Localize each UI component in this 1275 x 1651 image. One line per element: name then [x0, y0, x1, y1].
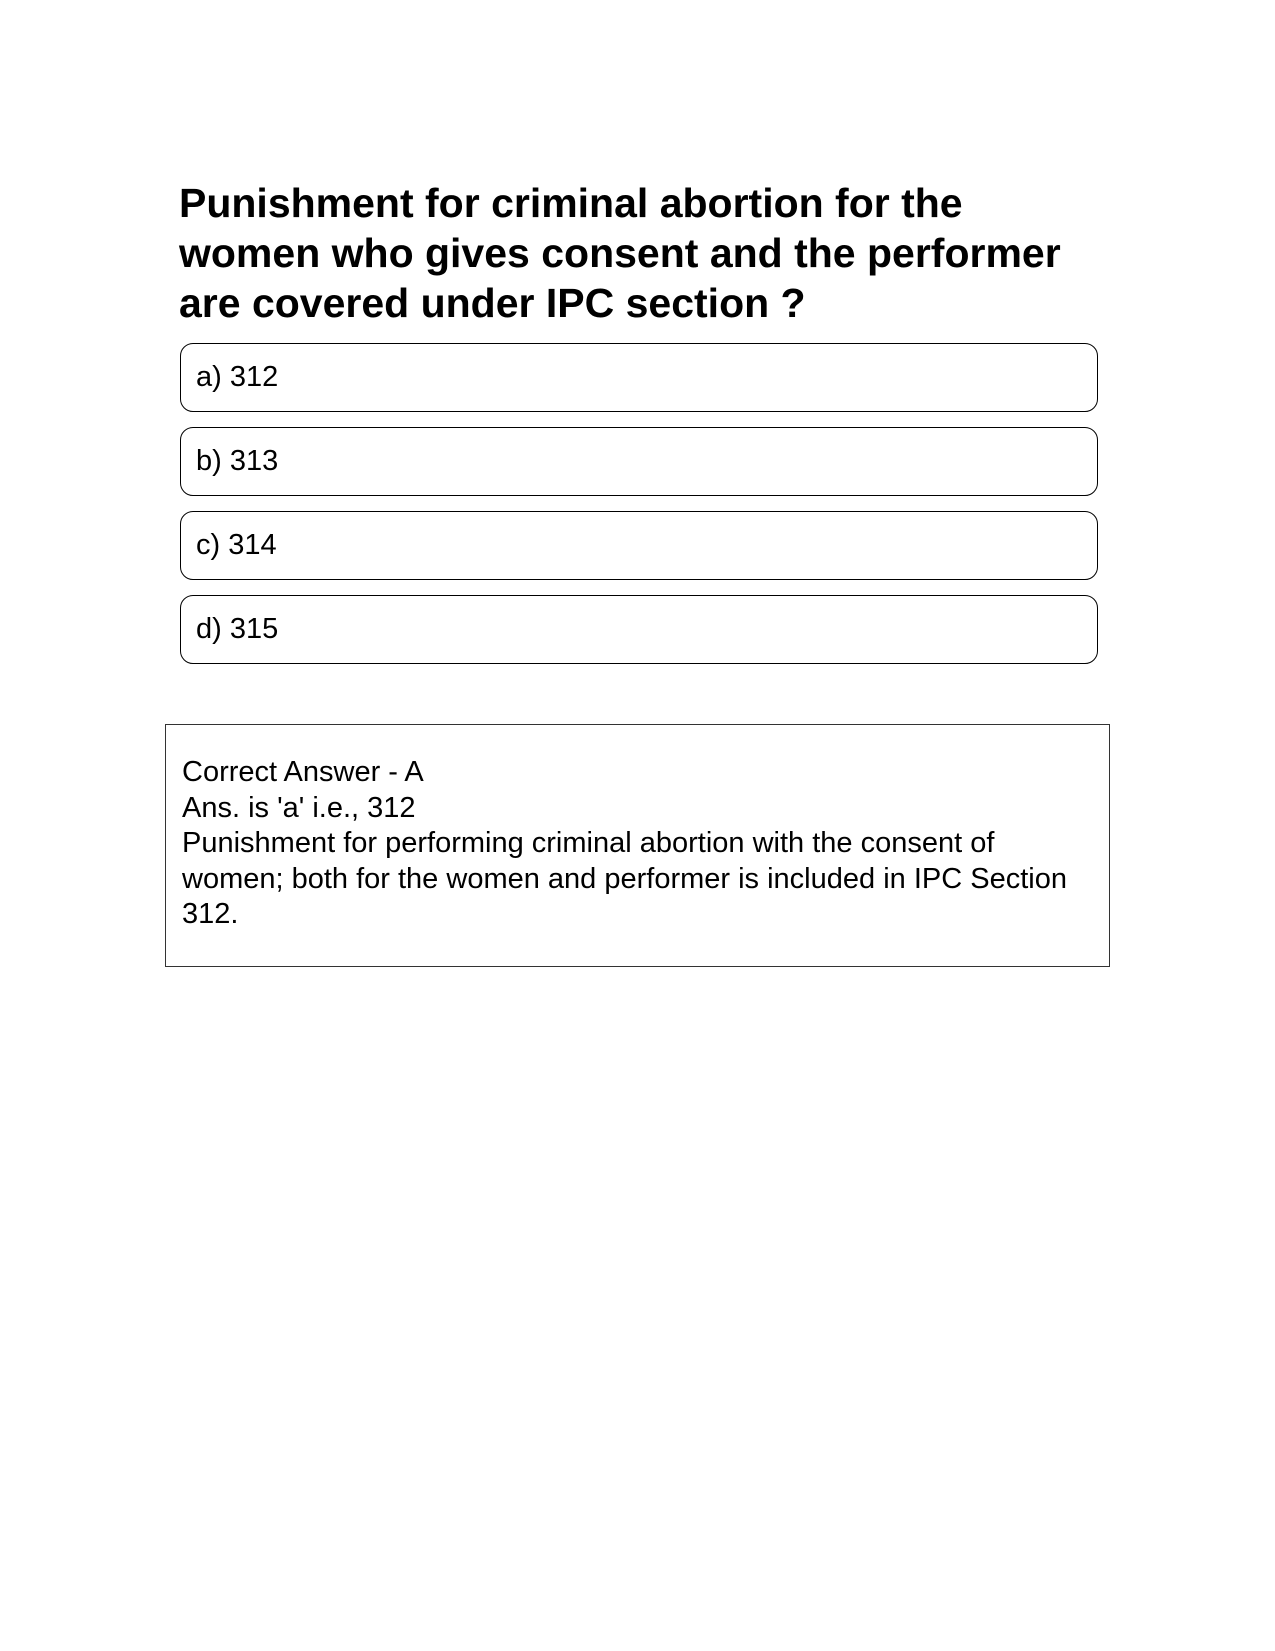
option-a-label: a) 312 [196, 361, 279, 393]
question-text: Punishment for criminal abortion for the women who gives consent and the performer are covered under IPC section ? [179, 180, 1061, 326]
option-b[interactable] [180, 427, 1098, 496]
option-c[interactable] [180, 511, 1098, 580]
answer-line: Ans. is 'a' i.e., 312 [182, 791, 416, 824]
correct-answer-text: Correct Answer - A [182, 756, 424, 788]
answer-box [165, 724, 1110, 967]
option-d-label: d) 315 [196, 613, 279, 645]
answer-explanation: Punishment for performing criminal abortion with the consent of women; both for the women and performer is included in IPC Section 312. [182, 827, 1067, 930]
option-a[interactable] [180, 343, 1098, 412]
option-c-label: c) 314 [196, 529, 277, 561]
option-b-label: b) 313 [196, 445, 279, 477]
option-d[interactable] [180, 595, 1098, 664]
options-list [180, 343, 1098, 679]
